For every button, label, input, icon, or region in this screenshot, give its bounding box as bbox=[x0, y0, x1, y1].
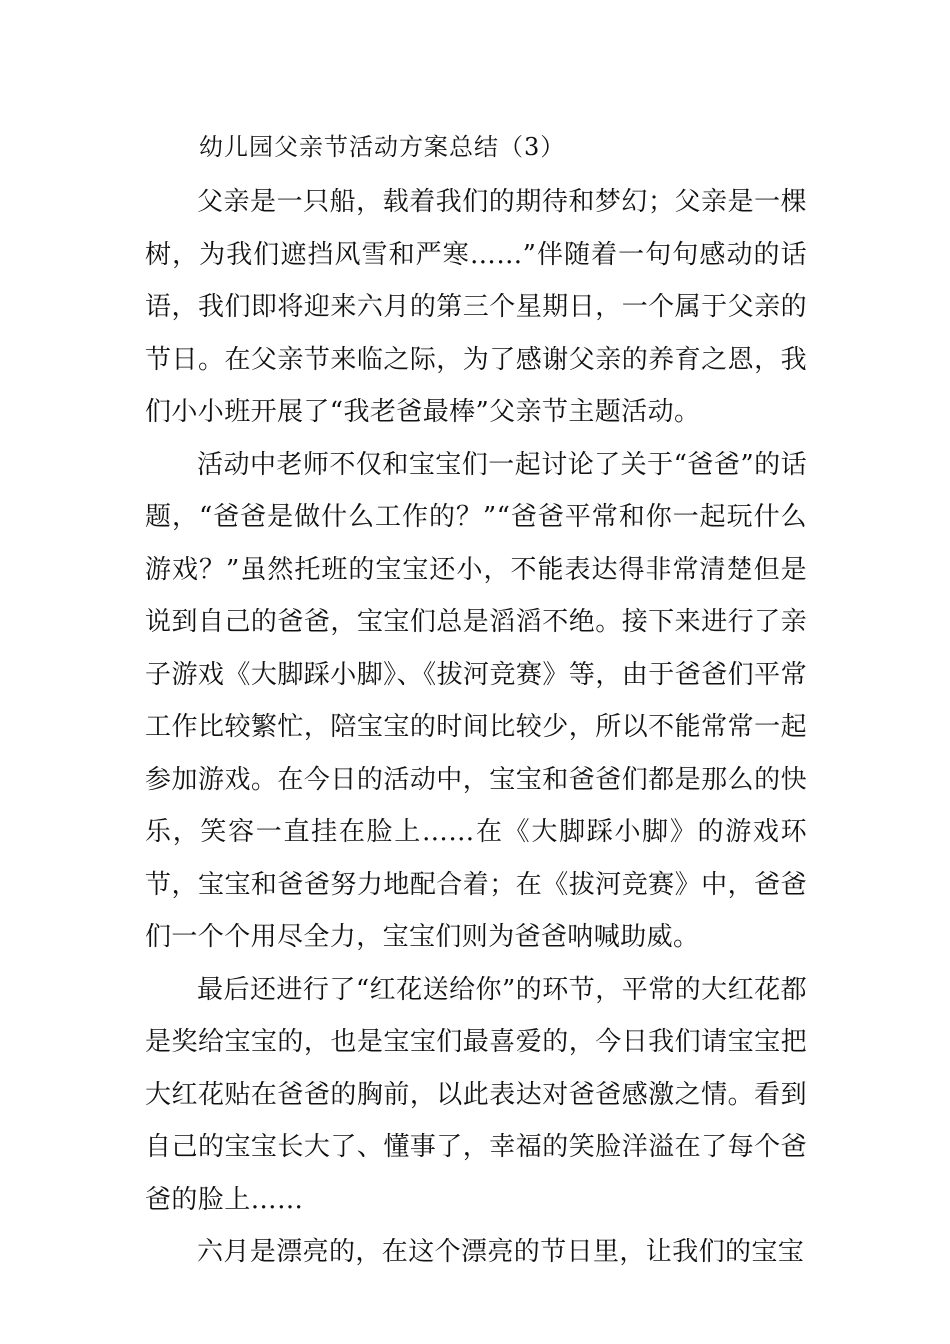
document-title: 幼儿园父亲节活动方案总结（3） bbox=[199, 133, 566, 161]
paragraph-4: 六月是漂亮的，在这个漂亮的节日里，让我们的宝宝 bbox=[197, 1237, 805, 1267]
document-body bbox=[145, 176, 807, 1279]
paragraph-2: 活动中老师不仅和宝宝们一起讨论了关于“爸爸”的话题，“爸爸是做什么工作的？”“爸爸平常和你一起玩什么游戏？”虽然托班的宝宝还小，不能表达得非常清楚但是说到自己的爸爸，宝宝们总是滔滔不绝。接下来进行了亲子游戏《大脚踩小脚》、《拔河竞赛》等，由于爸爸们平常工作比较繁忙，陪宝宝的时间比较少，所以不能常常一起参加游戏。在今日的活动中，宝宝和爸爸们都是那么的快乐，笑容一直挂在脸上……在《大脚踩小脚》的游戏环节，宝宝和爸爸努力地配合着；在《拔河竞赛》中，爸爸们一个个用尽全力，宝宝们则为爸爸呐喊助威。 bbox=[145, 449, 807, 952]
paragraph-3: 最后还进行了“红花送给你”的环节，平常的大红花都是奖给宝宝的，也是宝宝们最喜爱的，今日我们请宝宝把大红花贴在爸爸的胸前，以此表达对爸爸感激之情。看到自己的宝宝长大了、懂事了，幸福的笑脸洋溢在了每个爸爸的脸上…… bbox=[145, 974, 807, 1215]
paragraph-1: 父亲是一只船，载着我们的期待和梦幻；父亲是一棵树，为我们遮挡风雪和严寒……”伴随着一句句感动的话语，我们即将迎来六月的第三个星期日，一个属于父亲的节日。在父亲节来临之际，为了感谢父亲的养育之恩，我们小小班开展了“我老爸最棒”父亲节主题活动。 bbox=[145, 187, 807, 427]
